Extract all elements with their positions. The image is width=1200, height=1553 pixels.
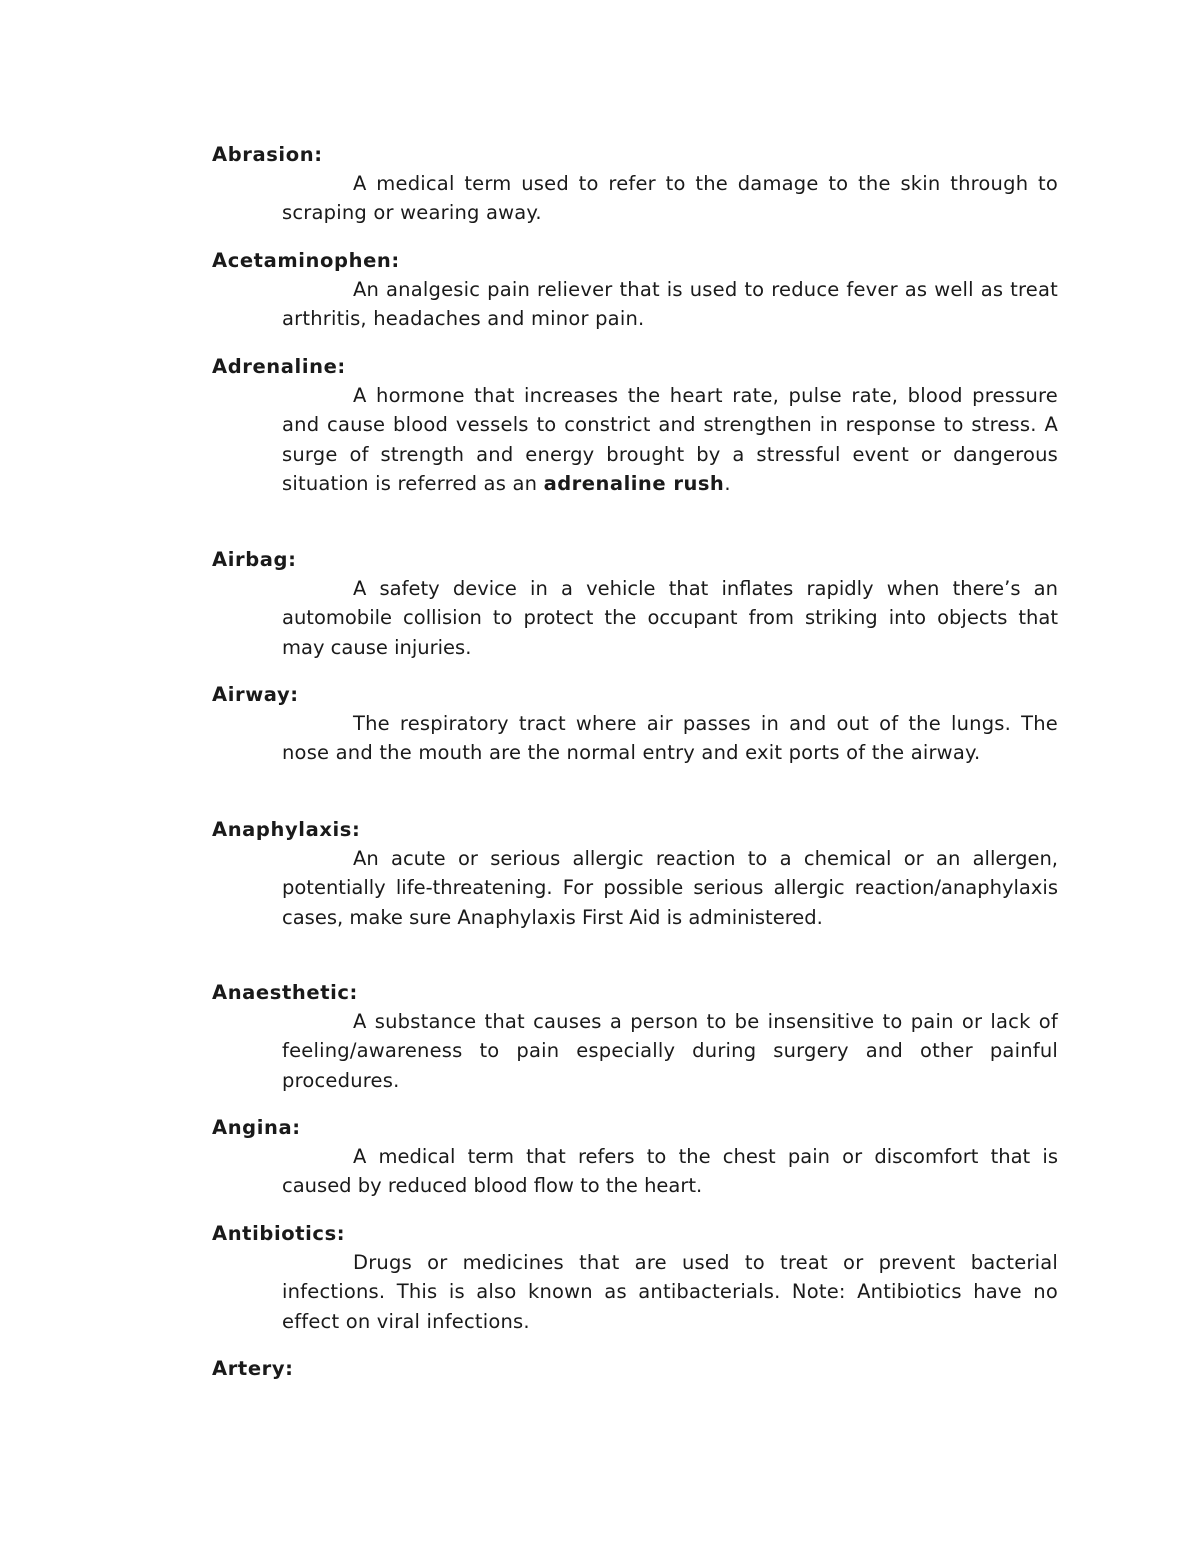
term-definition: A substance that causes a person to be insensitive to pain or lack of feeling/awareness to pain especially during surgery and other painful procedures. <box>282 1010 1058 1092</box>
glossary-entry-airbag <box>212 545 1058 662</box>
term-definition: A medical term used to refer to the damage to the skin through to scraping or wearing away. <box>282 172 1058 225</box>
glossary-entry-anaesthetic <box>212 978 1058 1095</box>
term-heading: Acetaminophen: <box>212 249 400 272</box>
term-heading: Airway: <box>212 683 299 706</box>
glossary-entry-airway <box>212 680 1058 768</box>
term-definition: Drugs or medicines that are used to treat or prevent bacterial infections. This is also known as antibacterials. Note: Antibiotics have no effect on viral infections. <box>282 1251 1058 1333</box>
definition-text: A hormone that increases the heart rate, pulse rate, blood pressure and cause blood vessels to constrict and strengthen in response to stress. A surge of strength and energy brought by a stressful event or dangerous situation is referred as an <box>282 384 1058 495</box>
glossary-entry-acetaminophen <box>212 246 1058 334</box>
term-heading: Airbag: <box>212 548 297 571</box>
glossary-entry-artery <box>212 1354 1058 1383</box>
term-heading: Angina: <box>212 1116 301 1139</box>
definition-emphasis: adrenaline rush <box>543 471 725 495</box>
term-definition: A medical term that refers to the chest pain or discomfort that is caused by reduced blood flow to the heart. <box>282 1145 1058 1198</box>
definition-text-end: . <box>724 471 731 495</box>
term-heading: Antibiotics: <box>212 1222 346 1245</box>
term-definition: A safety device in a vehicle that inflates rapidly when there’s an automobile collision to protect the occupant from striking into objects that may cause injuries. <box>282 577 1058 659</box>
term-definition <box>282 381 1058 498</box>
term-definition: An analgesic pain reliever that is used to reduce fever as well as treat arthritis, headaches and minor pain. <box>282 278 1058 331</box>
term-heading: Anaesthetic: <box>212 981 358 1004</box>
term-heading: Anaphylaxis: <box>212 818 361 841</box>
term-definition: The respiratory tract where air passes in and out of the lungs. The nose and the mouth are the normal entry and exit ports of the airway. <box>282 712 1058 765</box>
glossary-entry-adrenaline <box>212 352 1058 498</box>
term-heading: Artery: <box>212 1357 294 1380</box>
term-heading: Abrasion: <box>212 143 323 166</box>
glossary-entry-antibiotics <box>212 1219 1058 1336</box>
term-definition: An acute or serious allergic reaction to a chemical or an allergen, potentially life-threatening. For possible serious allergic reaction/anaphylaxis cases, make sure Anaphylaxis First Aid is administered. <box>282 847 1058 929</box>
glossary-entry-angina <box>212 1113 1058 1201</box>
glossary-entry-anaphylaxis <box>212 815 1058 932</box>
term-heading: Adrenaline: <box>212 355 346 378</box>
glossary-entry-abrasion <box>212 140 1058 228</box>
